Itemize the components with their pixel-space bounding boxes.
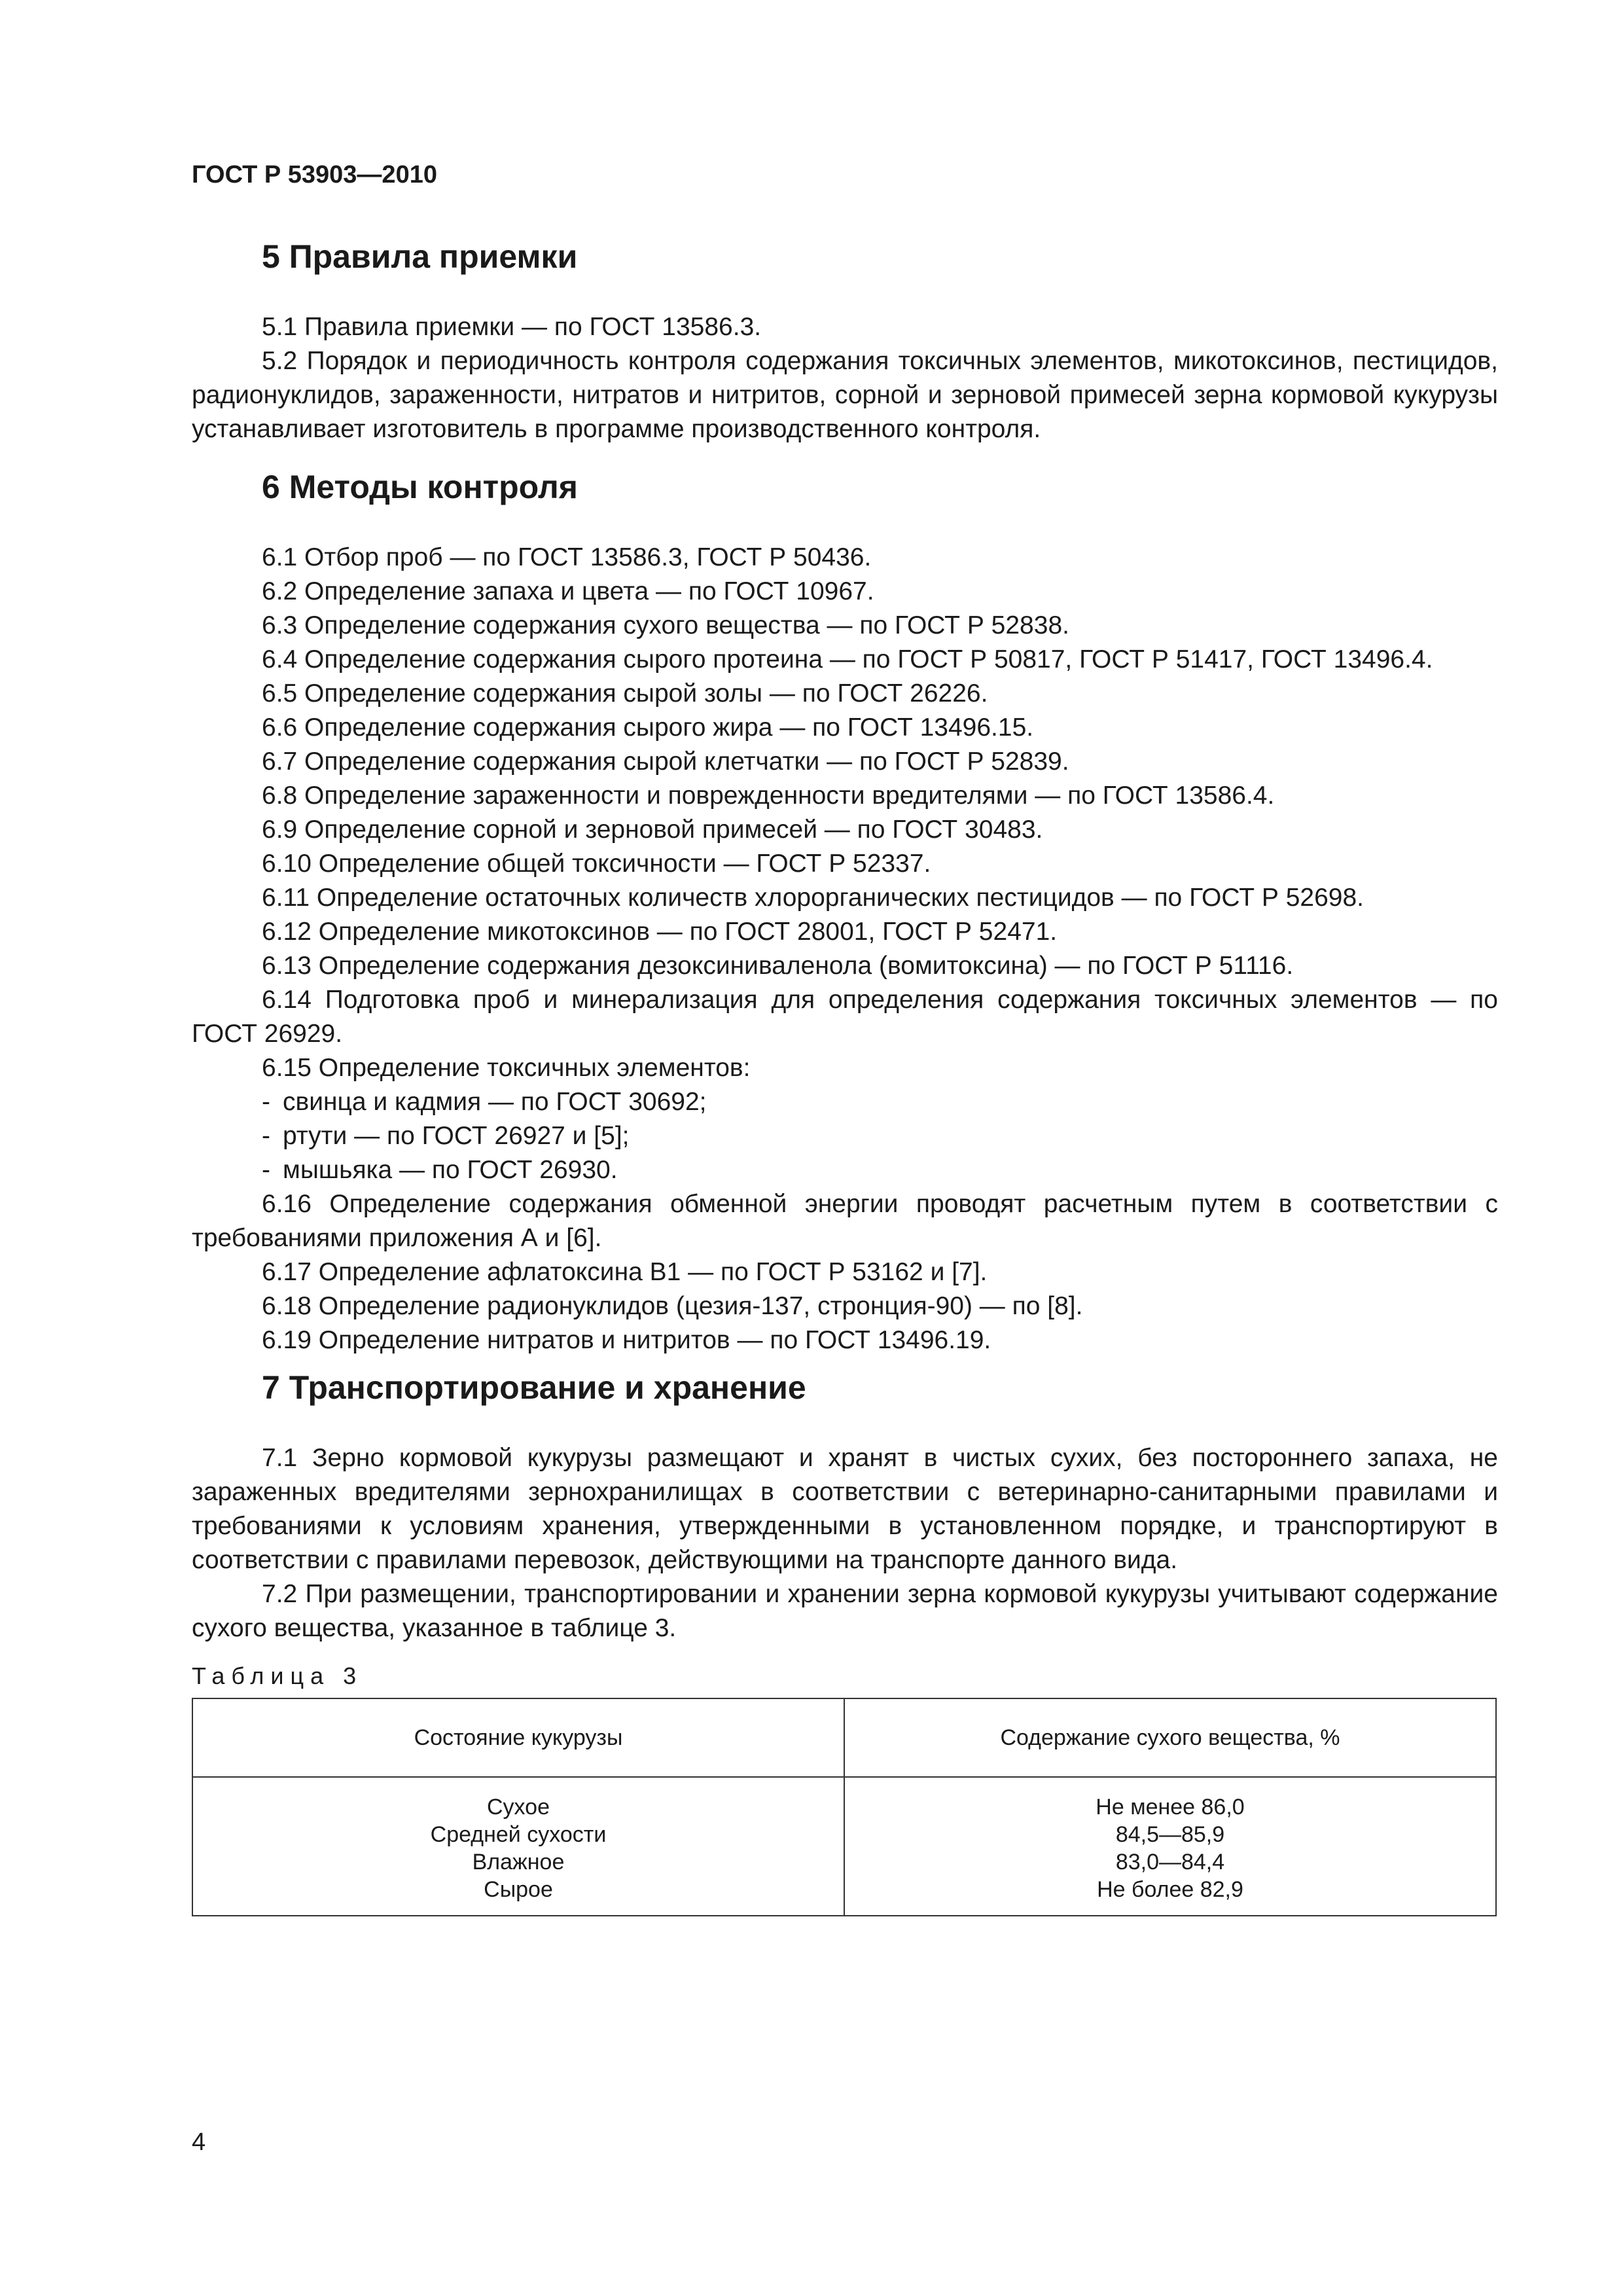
section-7 (192, 1368, 1498, 1645)
list-item: 6.7 Определение содержания сырой клетчатки — по ГОСТ Р 52839. (262, 747, 1069, 776)
list-item: 6.6 Определение содержания сырого жира — по ГОСТ 13496.15. (262, 713, 1034, 742)
dry-matter-table (192, 1698, 1497, 1916)
dry-matter-value: Не более 82,9 (1097, 1877, 1243, 1902)
dash-item (192, 1153, 1498, 1187)
state-value: Средней сухости (430, 1822, 607, 1847)
list-item: 6.2 Определение запаха и цвета — по ГОСТ 10967. (262, 577, 874, 605)
list-item-wrapped: 6.14 Подготовка проб и минерализация для определения содержания токсичных элементов — по ГОСТ 26929. (192, 986, 1498, 1048)
section-title: 7 Транспортирование и хранение (262, 1369, 806, 1406)
dash-bullet: - (262, 1122, 270, 1150)
list-item: 6.1 Отбор проб — по ГОСТ 13586.3, ГОСТ Р 50436. (262, 543, 872, 571)
table-row (192, 1777, 1496, 1916)
dry-matter-cell (844, 1777, 1496, 1916)
section-6 (192, 467, 1498, 1357)
paragraph: 5.1 Правила приемки — по ГОСТ 13586.3. (262, 313, 762, 341)
section-5 (192, 237, 1498, 446)
column-header-state: Состояние кукурузы (192, 1698, 844, 1777)
dash-item (192, 1119, 1498, 1153)
table-caption: Таблица 3 (192, 1662, 363, 1689)
page-number: 4 (192, 2128, 206, 2156)
dash-item-text: свинца и кадмия — по ГОСТ 30692; (283, 1088, 707, 1116)
table-header-row (192, 1698, 1496, 1777)
dry-matter-value: 83,0—84,4 (1115, 1850, 1225, 1874)
paragraph: 7.1 Зерно кормовой кукурузы размещают и хранят в чистых сухих, без постороннего запаха, не зараженных вредителями зернохранилищах в соответствии с ветеринарно-санитарными правилами и требованиями к условиям хранения, утвержденными в установленном порядке, и транспортируют в соответствии с правилами перевозок, действующими на транспорте данного вида. (192, 1444, 1498, 1574)
list-item: 6.18 Определение радионуклидов (цезия-137, стронция-90) — по [8]. (262, 1292, 1083, 1320)
dry-matter-value: 84,5—85,9 (1115, 1822, 1225, 1847)
document-code: ГОСТ Р 53903—2010 (192, 161, 437, 188)
list-item: 6.12 Определение микотоксинов — по ГОСТ 28001, ГОСТ Р 52471. (262, 918, 1058, 946)
dry-matter-value: Не менее 86,0 (1096, 1795, 1245, 1820)
list-item: 6.5 Определение содержания сырой золы — по ГОСТ 26226. (262, 679, 988, 708)
list-item: 6.11 Определение остаточных количеств хлорорганических пестицидов — по ГОСТ Р 52698. (262, 884, 1364, 912)
list-item: 6.3 Определение содержания сухого вещества — по ГОСТ Р 52838. (262, 611, 1069, 639)
list-item: 6.10 Определение общей токсичности — ГОСТ Р 52337. (262, 850, 931, 878)
state-cell (192, 1777, 844, 1916)
section-title: 6 Методы контроля (262, 469, 578, 505)
list-item: 6.8 Определение зараженности и поврежденности вредителями — по ГОСТ 13586.4. (262, 781, 1275, 810)
column-header-dry-matter: Содержание сухого вещества, % (844, 1698, 1496, 1777)
list-item: 6.17 Определение афлатоксина В1 — по ГОСТ Р 53162 и [7]. (262, 1258, 988, 1286)
dash-item-text: ртути — по ГОСТ 26927 и [5]; (283, 1122, 630, 1150)
list-item: 6.15 Определение токсичных элементов: (262, 1054, 751, 1082)
paragraph: 5.2 Порядок и периодичность контроля содержания токсичных элементов, микотоксинов, пестицидов, радионуклидов, зараженности, нитратов и нитритов, сорной и зерновой примесей зерна кормовой кукурузы устанавливает изготовитель в программе производственного контроля. (192, 347, 1498, 443)
state-value: Сухое (487, 1795, 550, 1820)
dash-bullet: - (262, 1088, 270, 1116)
state-value: Влажное (472, 1850, 565, 1874)
list-item: 6.13 Определение содержания дезоксиниваленола (вомитоксина) — по ГОСТ Р 51116. (262, 952, 1294, 980)
dash-item (192, 1085, 1498, 1119)
section-title: 5 Правила приемки (262, 238, 578, 275)
dash-bullet: - (262, 1156, 270, 1184)
paragraph: 7.2 При размещении, транспортировании и хранении зерна кормовой кукурузы учитывают содержание сухого вещества, указанное в таблице 3. (192, 1580, 1498, 1642)
list-item: 6.19 Определение нитратов и нитритов — по ГОСТ 13496.19. (262, 1326, 991, 1354)
list-item: 6.4 Определение содержания сырого протеина — по ГОСТ Р 50817, ГОСТ Р 51417, ГОСТ 13496.4. (262, 645, 1433, 673)
state-value: Сырое (484, 1877, 553, 1902)
list-item: 6.9 Определение сорной и зерновой примесей — по ГОСТ 30483. (262, 816, 1043, 844)
list-item-wrapped: 6.16 Определение содержания обменной энергии проводят расчетным путем в соответствии с требованиями приложения А и [6]. (192, 1190, 1498, 1252)
dash-item-text: мышьяка — по ГОСТ 26930. (283, 1156, 618, 1184)
